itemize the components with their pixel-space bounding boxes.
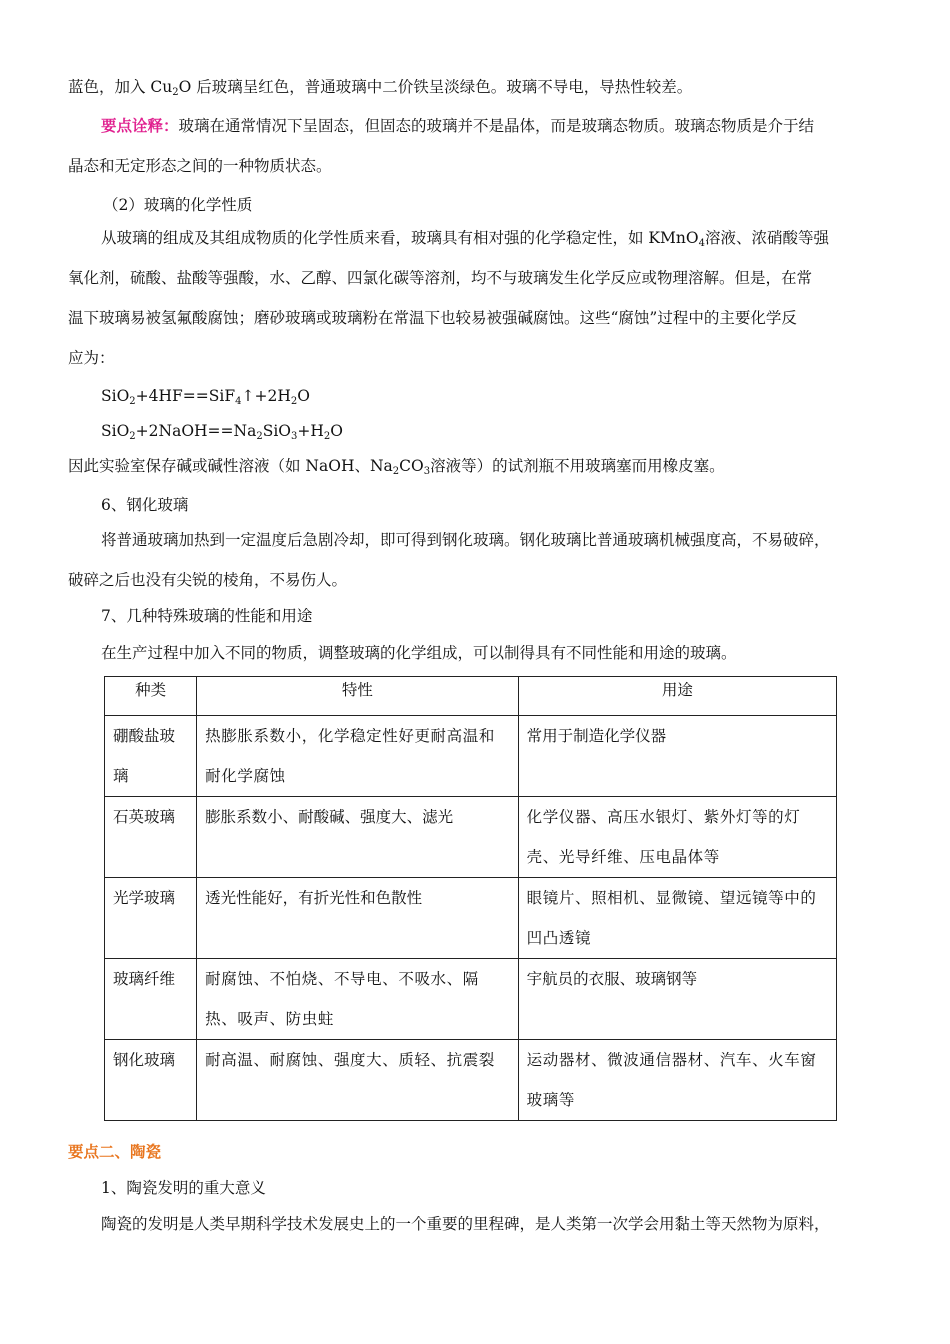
table-row	[105, 878, 837, 959]
special-intro	[101, 641, 737, 665]
text-span: 陶瓷的发明是人类早期科学技术发展史上的一个重要的里程碑，是人类第一次学会用黏土等天然物为原料，	[101, 1215, 830, 1233]
cell-type: 钢化玻璃	[105, 1040, 197, 1121]
cell-use: 常用于制造化学仪器	[518, 716, 836, 797]
table-row	[105, 716, 837, 797]
subscript: 2	[323, 431, 331, 442]
cell-property: 耐高温、耐腐蚀、强度大、质轻、抗震裂	[197, 1040, 519, 1121]
chem-heading	[103, 193, 252, 217]
subscript: 4	[698, 238, 705, 249]
header-use: 用途	[518, 677, 836, 716]
subscript: 3	[423, 466, 431, 477]
text-span: CO	[399, 457, 424, 475]
note-text: 玻璃在通常情况下呈固态，但固态的玻璃并不是晶体，而是玻璃态物质。玻璃态物质是介于结	[178, 117, 815, 135]
text-span: 溶液、浓硝酸等强	[704, 229, 829, 247]
ceramics-section-title	[68, 1140, 161, 1164]
text-span: 蓝色，加入 Cu	[68, 78, 173, 96]
subscript: 2	[129, 431, 136, 442]
table-row	[105, 1040, 837, 1121]
heading-text: 6、钢化玻璃	[101, 496, 189, 514]
text-span: 氧化剂，硫酸、盐酸等强酸，水、乙醇、四氯化碳等溶剂，均不与玻璃发生化学反应或物理溶解。但是，在常	[68, 269, 813, 287]
cell-type: 硼酸盐玻璃	[105, 716, 197, 797]
subscript: 4	[235, 396, 242, 407]
text-span: 将普通玻璃加热到一定温度后急剧冷却，即可得到钢化玻璃。钢化玻璃比普通玻璃机械强度高，不易破碎，	[101, 531, 830, 549]
heading-text: 7、几种特殊玻璃的性能和用途	[101, 607, 313, 625]
cell-use: 眼镜片、照相机、显微镜、望远镜等中的凹凸透镜	[518, 878, 836, 959]
cell-type: 石英玻璃	[105, 797, 197, 878]
chem-paragraph-line-3	[68, 306, 797, 330]
eq-part: SiO	[262, 422, 291, 440]
cell-property: 耐腐蚀、不怕烧、不导电、不吸水、隔热、吸声、防虫蛀	[197, 959, 519, 1040]
subscript: 2	[129, 396, 136, 407]
tempered-heading	[101, 493, 188, 517]
text-span: 破碎之后也没有尖锐的棱角，不易伤人。	[68, 571, 348, 589]
text-span: 溶液等）的试剂瓶不用玻璃塞而用橡皮塞。	[430, 457, 725, 475]
subscript: 2	[172, 87, 179, 98]
eq-part: ↑+2H	[241, 387, 291, 405]
section-title: 要点二、陶瓷	[68, 1142, 162, 1161]
equation-hf	[101, 384, 310, 408]
tempered-line-1	[101, 528, 830, 552]
cell-property: 透光性能好，有折光性和色散性	[197, 878, 519, 959]
text-span: 从玻璃的组成及其组成物质的化学性质来看，玻璃具有相对强的化学稳定性，如 KMnO	[101, 229, 699, 247]
header-property: 特性	[197, 677, 519, 716]
heading-text: （2）玻璃的化学性质	[103, 196, 253, 214]
eq-part: SiO	[101, 387, 130, 405]
note-line-1	[101, 114, 814, 138]
chem-paragraph-line-2	[68, 266, 812, 290]
cell-type: 光学玻璃	[105, 878, 197, 959]
paragraph-color-line	[68, 75, 692, 99]
heading-text: 1、陶瓷发明的重大意义	[101, 1179, 266, 1197]
storage-note	[68, 454, 725, 478]
cell-property: 热膨胀系数小，化学稳定性好更耐高温和耐化学腐蚀	[197, 716, 519, 797]
eq-part: O	[330, 422, 343, 440]
equation-naoh	[101, 419, 343, 443]
cell-use: 宇航员的衣服、玻璃钢等	[518, 959, 836, 1040]
subscript: 2	[392, 466, 400, 477]
cell-use: 化学仪器、高压水银灯、紫外灯等的灯壳、光导纤维、压电晶体等	[518, 797, 836, 878]
text-span: 因此实验室保存碱或碱性溶液（如 NaOH、Na	[68, 457, 393, 475]
tempered-line-2	[68, 568, 347, 592]
note-label: 要点诠释：	[101, 116, 179, 135]
eq-part: O	[297, 387, 310, 405]
subscript: 2	[290, 396, 298, 407]
table-row	[105, 959, 837, 1040]
chem-paragraph-line-4	[68, 346, 115, 370]
eq-part: +H	[297, 422, 324, 440]
text-span: O 后玻璃呈红色，普通玻璃中二价铁呈淡绿色。玻璃不导电，导热性较差。	[178, 78, 693, 96]
text-span: 温下玻璃易被氢氟酸腐蚀；磨砂玻璃或玻璃粉在常温下也较易被强碱腐蚀。这些“腐蚀”过程中的主要化学反	[68, 309, 797, 327]
text-span: 应为：	[68, 349, 115, 367]
header-type: 种类	[105, 677, 197, 716]
eq-part: SiO	[101, 422, 130, 440]
special-heading	[101, 604, 312, 628]
subscript: 3	[291, 431, 298, 442]
special-glass-table	[104, 676, 837, 1121]
chem-paragraph-line-1	[101, 226, 829, 250]
subscript: 2	[256, 431, 263, 442]
cell-type: 玻璃纤维	[105, 959, 197, 1040]
cell-use: 运动器材、微波通信器材、汽车、火车窗玻璃等	[518, 1040, 836, 1121]
note-line-2	[68, 154, 332, 178]
eq-part: +2NaOH==Na	[135, 422, 257, 440]
table-header-row	[105, 677, 837, 716]
table-row	[105, 797, 837, 878]
ceramics-line-1	[101, 1212, 830, 1236]
note-text: 晶态和无定形态之间的一种物质状态。	[68, 157, 332, 175]
ceramics-heading	[101, 1176, 266, 1200]
cell-property: 膨胀系数小、耐酸碱、强度大、滤光	[197, 797, 519, 878]
text-span: 在生产过程中加入不同的物质，调整玻璃的化学组成，可以制得具有不同性能和用途的玻璃。	[101, 644, 737, 662]
eq-part: +4HF==SiF	[135, 387, 236, 405]
